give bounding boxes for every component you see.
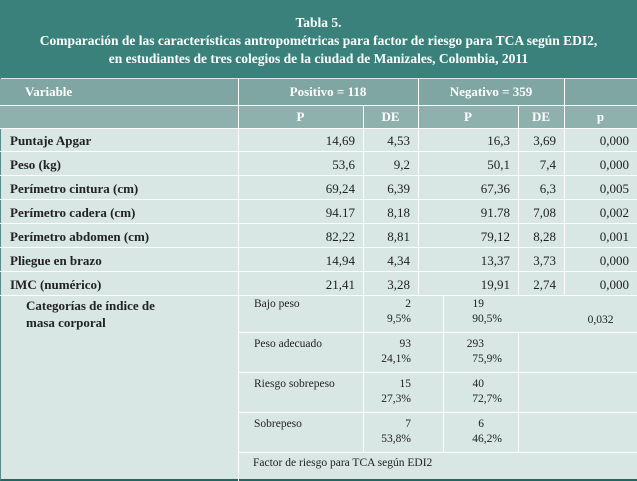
row-label: Pliegue en brazo <box>10 253 102 268</box>
header-positivo: Positivo = 118 <box>289 84 367 99</box>
grid-line <box>238 372 637 373</box>
category-pos-n: 15 <box>399 378 411 390</box>
category-neg-n: 19 <box>472 298 484 310</box>
row-label: IMC (numérico) <box>10 277 102 292</box>
row-value-p: 0,000 <box>599 133 629 148</box>
header-p-negativo: P <box>464 109 472 124</box>
row-label: Peso (kg) <box>10 157 61 172</box>
category-name: Bajo peso <box>254 298 300 310</box>
grid-line <box>363 105 364 296</box>
category-pos-pct: 27,3% <box>381 393 411 405</box>
grid-line <box>0 295 637 296</box>
category-pos-pct: 9,5% <box>387 313 411 325</box>
row-value-p2: 16,3 <box>487 133 510 148</box>
category-neg-pct: 46,2% <box>472 433 502 445</box>
table-title-band <box>0 0 637 78</box>
row-value-de2: 8,28 <box>533 229 556 244</box>
row-label: Perímetro cintura (cm) <box>10 181 139 196</box>
grid-line <box>0 151 637 152</box>
grid-line <box>0 175 637 176</box>
row-value-p1: 94.17 <box>325 205 355 220</box>
grid-line <box>443 296 444 452</box>
grid-line <box>0 247 637 248</box>
row-value-p: 0,005 <box>599 181 629 196</box>
row-value-de1: 4,34 <box>387 253 410 268</box>
category-pos-pct: 24,1% <box>381 353 411 365</box>
category-name: Riesgo sobrepeso <box>254 378 335 390</box>
row-value-p2: 67,36 <box>480 181 510 196</box>
row-value-p1: 82,22 <box>325 229 355 244</box>
grid-line <box>518 105 519 296</box>
row-label: Perímetro cadera (cm) <box>10 205 136 220</box>
row-label: Perímetro abdomen (cm) <box>10 229 150 244</box>
row-value-p1: 53,6 <box>332 157 355 172</box>
row-value-de2: 2,74 <box>533 277 556 292</box>
grid-line <box>238 452 637 453</box>
table-caption-line-2: en estudiantes de tres colegios de la ciudad de Manizales, Colombia, 2011 <box>108 51 529 66</box>
row-value-de2: 6,3 <box>539 181 556 196</box>
row-value-p: 0,000 <box>599 157 629 172</box>
table-number: Tabla 5. <box>295 15 342 30</box>
grid-line <box>363 296 364 452</box>
category-pos-n: 93 <box>399 338 411 350</box>
grid-line <box>238 296 239 481</box>
row-value-p2: 13,37 <box>480 253 510 268</box>
row-value-de1: 6,39 <box>387 181 410 196</box>
grid-line <box>418 79 419 296</box>
grid-line <box>0 271 637 272</box>
row-value-p2: 91.78 <box>480 205 510 220</box>
grid-line <box>238 79 239 296</box>
categories-label-2: masa corporal <box>26 315 106 330</box>
row-value-p1: 69,24 <box>325 181 355 196</box>
header-negativo: Negativo = 359 <box>449 84 533 99</box>
grid-line <box>0 223 637 224</box>
category-neg-n: 6 <box>478 418 484 430</box>
grid-line <box>0 128 637 129</box>
categories-label-1: Categorías de índice de <box>26 298 155 313</box>
header-variable: Variable <box>25 84 73 99</box>
grid-line <box>518 333 519 452</box>
row-value-p: 0,002 <box>599 205 629 220</box>
row-value-p: 0,000 <box>599 253 629 268</box>
categories-footer: Factor de riesgo para TCA según EDI2 <box>253 457 433 469</box>
row-value-de1: 9,2 <box>393 157 410 172</box>
row-value-p1: 21,41 <box>325 277 355 292</box>
row-label: Puntaje Apgar <box>10 133 92 148</box>
category-pos-n: 2 <box>405 298 411 310</box>
row-value-de2: 7,4 <box>539 157 556 172</box>
row-value-de1: 8,81 <box>387 229 410 244</box>
category-pos-n: 7 <box>405 418 411 430</box>
row-value-p1: 14,69 <box>325 133 355 148</box>
header-p-value: p <box>596 109 605 124</box>
row-value-de1: 3,28 <box>387 277 410 292</box>
grid-line <box>238 412 637 413</box>
row-value-p1: 14,94 <box>325 253 355 268</box>
category-neg-pct: 90,5% <box>472 313 502 325</box>
row-value-de1: 4,53 <box>387 133 410 148</box>
table-caption-line-1: Comparación de las características antropométricas para factor de riesgo para TCA según EDI2, <box>39 33 598 48</box>
header-p-positivo: P <box>296 109 305 124</box>
row-value-de2: 3,69 <box>533 133 556 148</box>
header-de-positivo: DE <box>381 109 400 124</box>
row-value-p2: 79,12 <box>480 229 510 244</box>
row-value-p: 0,000 <box>599 277 629 292</box>
header-de-negativo: DE <box>531 109 551 124</box>
category-neg-pct: 72,7% <box>472 393 502 405</box>
row-value-de2: 3,73 <box>533 253 556 268</box>
grid-line <box>0 105 637 106</box>
row-value-de2: 7,08 <box>533 205 556 220</box>
category-pos-pct: 53,8% <box>381 433 411 445</box>
grid-line <box>564 79 565 296</box>
row-value-p: 0,001 <box>599 229 629 244</box>
categories-p-value: 0,032 <box>587 314 614 326</box>
category-name: Peso adecuado <box>254 338 323 350</box>
category-name: Sobrepeso <box>254 418 302 430</box>
grid-line <box>0 199 637 200</box>
category-neg-n: 293 <box>466 338 484 350</box>
category-neg-pct: 75,9% <box>472 353 502 365</box>
row-value-p2: 19,91 <box>480 277 510 292</box>
row-value-de1: 8,18 <box>387 205 410 220</box>
category-neg-n: 40 <box>472 378 484 390</box>
grid-line <box>238 332 637 333</box>
row-value-p2: 50,1 <box>487 157 510 172</box>
